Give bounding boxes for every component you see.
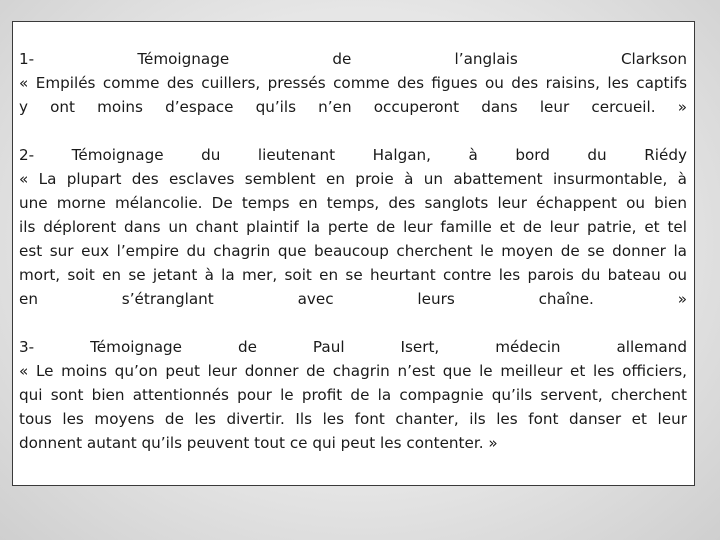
- testimony-3-heading: [19, 335, 687, 359]
- testimony-2-line: une morne mélancolie. De temps en temps, des sanglots leur échappent ou bien: [19, 194, 687, 212]
- testimony-3: [19, 335, 687, 455]
- testimony-1-line: « Empilés comme des cuillers, pressés comme des figues ou des raisins, les captifs: [19, 74, 687, 92]
- testimony-3-heading-word: Paul: [312, 338, 345, 356]
- testimony-2-heading-word: Témoignage: [71, 146, 164, 164]
- testimony-1: [19, 47, 687, 119]
- testimony-2-line: mort, soit en se jetant à la mer, soit en se heurtant contre les parois du bateau ou: [19, 266, 687, 284]
- testimony-2-heading-word: du: [201, 146, 221, 164]
- testimony-3-number: 3-: [19, 338, 35, 356]
- testimony-1-heading-word: Clarkson: [620, 50, 687, 68]
- testimony-text-box: [12, 21, 695, 486]
- testimony-2-heading-word: Riédy: [644, 146, 687, 164]
- testimony-2-heading-word: Halgan,: [372, 146, 431, 164]
- testimony-3-heading-word: médecin: [495, 338, 561, 356]
- testimony-3-heading-word: Témoignage: [90, 338, 183, 356]
- testimony-1-heading-word: Témoignage: [137, 50, 230, 68]
- testimony-2-heading-word: à: [468, 146, 478, 164]
- testimony-2-heading-word: lieutenant: [257, 146, 336, 164]
- testimony-1-heading-word: l’anglais: [454, 50, 518, 68]
- testimony-2-heading: [19, 143, 687, 167]
- testimony-3-heading-word: de: [237, 338, 257, 356]
- testimony-2-number: 2-: [19, 146, 35, 164]
- testimony-1-heading: [19, 47, 687, 71]
- testimony-3-line: donnent autant qu’ils peuvent tout ce qui peut les contenter. »: [19, 434, 498, 452]
- testimony-1-heading-word: de: [332, 50, 352, 68]
- testimony-3-heading-word: Isert,: [400, 338, 440, 356]
- testimony-3-heading-word: allemand: [616, 338, 687, 356]
- testimony-2-line: est sur eux l’empire du chagrin que beaucoup cherchent le moyen de se donner la: [19, 242, 687, 260]
- testimony-3-line: qui sont bien attentionnés pour le profit de la compagnie qu’ils servent, cherchent: [19, 386, 687, 404]
- testimony-2-line: « La plupart des esclaves semblent en proie à un abattement insurmontable, à: [19, 170, 687, 188]
- testimony-2-heading-word: du: [587, 146, 607, 164]
- testimony-3-line: « Le moins qu’on peut leur donner de chagrin n’est que le meilleur et les officiers,: [19, 362, 687, 380]
- testimony-2: [19, 143, 687, 311]
- testimony-2-line: en s’étranglant avec leurs chaîne. »: [19, 290, 687, 308]
- testimony-2-line: ils déplorent dans un chant plaintif la perte de leur famille et de leur patrie, et tel: [19, 218, 687, 236]
- testimony-3-line: tous les moyens de les divertir. Ils les font chanter, ils les font danser et leur: [19, 410, 687, 428]
- testimony-2-heading-word: bord: [515, 146, 550, 164]
- testimony-1-line: y ont moins d’espace qu’ils n’en occuperont dans leur cercueil. »: [19, 98, 687, 116]
- testimony-1-number: 1-: [19, 50, 35, 68]
